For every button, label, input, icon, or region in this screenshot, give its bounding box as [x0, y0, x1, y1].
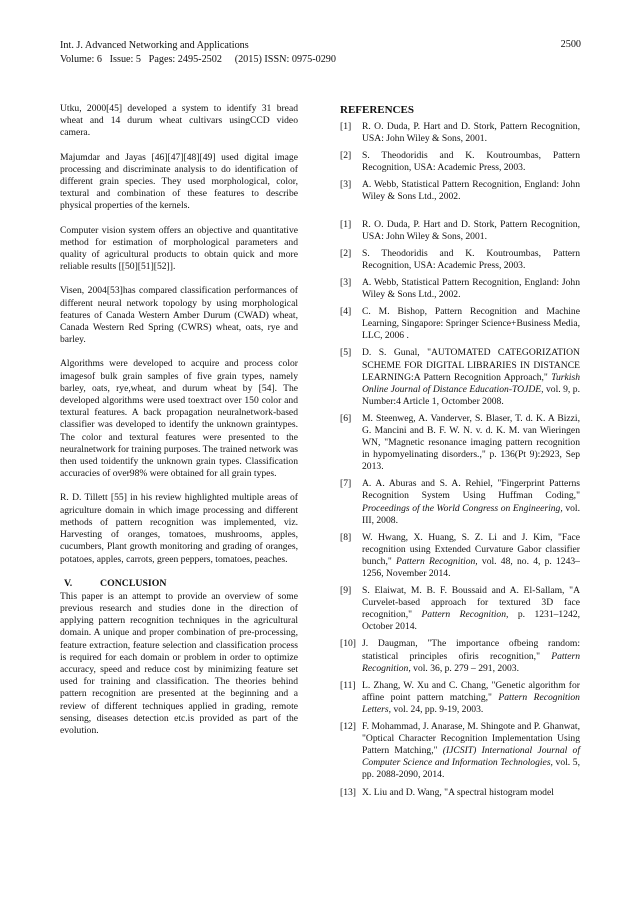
- body-paragraph: Visen, 2004[53]has compared classification performances of different neural network topology by using morphological features of Canada Western Amber Durum (CWAD) wheat, Canada Western Red Spring (CWRS) wheat, oats, rye and barley.: [60, 285, 298, 346]
- reference-source: Proceedings of the World Congress on Engineering,: [362, 502, 563, 514]
- reference-text: R. O. Duda, P. Hart and D. Stork, Pattern Recognition, USA: John Wiley & Sons, 2001.: [362, 218, 580, 242]
- reference-entry: [340, 179, 580, 203]
- reference-text: A. Webb, Statistical Pattern Recognition, England: John Wiley & Sons Ltd., 2002.: [362, 276, 580, 301]
- reference-entry: [340, 219, 580, 243]
- reference-entry: [340, 248, 580, 272]
- reference-number: [4]: [340, 306, 352, 318]
- volume-info: Volume: 6 Issue: 5 Pages: 2495-2502 (2015) ISSN: 0975-0290: [60, 53, 336, 65]
- conclusion-paragraph: This paper is an attempt to provide an overview of some previous research and studies done in the direction of applying pattern recognition techniques in the agricultural domain. A unique and proper combination of pre-processing, feature extraction, feature selection and classification process is required for each domain or problem in order to optimize accuracy, speed and reduce cost by minimizing feature set used for training and classification. The theories behind pattern recognition are presented at the beginning and a review of different techniques applied in grading, remote sensing, diseases detection etc.is provided as part of the evolution.: [60, 590, 298, 736]
- reference-text: M. Steenweg, A. Vanderver, S. Blaser, T. d. K. A Bizzi, G. Mancini and B. F. W. N. v. d. K. M. van Wieringen WN, "Magnetic resonance imaging pattern recognition in hypomyelinating disorders.," p. 136(Pt 9):2923, Sep 2013.: [362, 412, 580, 473]
- reference-number: [2]: [340, 247, 352, 259]
- reference-number: [8]: [340, 531, 352, 543]
- right-column: [340, 104, 580, 804]
- reference-entry: [340, 347, 580, 407]
- reference-number: [3]: [340, 276, 352, 288]
- page-number: 2500: [560, 39, 581, 50]
- reference-number: [11]: [340, 679, 356, 691]
- reference-text: D. S. Gunal, "AUTOMATED CATEGORIZATION SCHEME FOR DIGITAL LIBRARIES IN DISTANCE LEARNING:A Pattern Recognition Approach," Turkish Online Journal of Distance Education-TOJDE, vol. 9, p. Number:4 Article 1, Octomber 2008.: [362, 347, 580, 407]
- journal-name: Int. J. Advanced Networking and Applications: [60, 40, 249, 51]
- reference-entry: [340, 680, 580, 716]
- reference-source: Pattern Recognition,: [362, 650, 580, 674]
- reference-list: [340, 121, 580, 799]
- section-number: V.: [64, 577, 73, 589]
- reference-number: [12]: [340, 721, 356, 733]
- reference-text: X. Liu and D. Wang, "A spectral histogram model: [362, 786, 554, 798]
- references-heading: REFERENCES: [340, 104, 414, 116]
- running-header: [60, 39, 336, 66]
- body-paragraph: Majumdar and Jayas [46][47][48][49] used digital image processing and discriminate analysis to do identification of different grain species. They used morphological, color, textural and combination of these features to describe physical properties of the kernels.: [60, 151, 298, 212]
- reference-entry: [340, 585, 580, 633]
- reference-number: [7]: [340, 478, 352, 490]
- reference-entry: [340, 306, 580, 342]
- body-paragraph: Computer vision system offers an objective and quantitative method for estimation of morphological parameters and quality of agricultural products to obtain quick and more reliable results [[50][51][52]].: [60, 224, 298, 273]
- conclusion-heading: [60, 578, 298, 589]
- reference-text: S. Elaiwat, M. B. F. Boussaid and A. El-Sallam, "A Curvelet-based approach for textured 3D face recognition," Pattern Recognition, p. 1231–1242, October 2014.: [362, 585, 581, 633]
- body-paragraph: R. D. Tillett [55] in his review highlighted multiple areas of agriculture domain in which image processing and different methods of pattern recognition was implemented, viz. Harvesting of oranges, tomatoes, mushrooms, apples, cucumbers, Plant growth monitoring and grading of oranges, potatoes, apples, carrots, green peppers, tomatoes, peaches.: [60, 492, 298, 565]
- reference-entry: [340, 413, 580, 473]
- reference-number: [9]: [340, 585, 352, 597]
- reference-text: S. Theodoridis and K. Koutroumbas, Pattern Recognition, USA: Academic Press, 2003.: [362, 247, 580, 271]
- reference-text: L. Zhang, W. Xu and C. Chang, "Genetic algorithm for affine point pattern matching," Pattern Recognition Letters, vol. 24, pp. 9-19, 2003.: [362, 679, 580, 715]
- reference-entry: [340, 478, 580, 526]
- reference-entry: [340, 121, 580, 145]
- reference-source: Pattern Recognition,: [395, 555, 478, 567]
- section-title: CONCLUSION: [100, 577, 167, 589]
- reference-number: [3]: [340, 179, 352, 191]
- reference-source: (IJCSIT) International Journal of Computer Science and Information Technologies,: [362, 745, 580, 769]
- reference-gap: [340, 209, 580, 219]
- reference-entry: [340, 532, 580, 580]
- reference-number: [6]: [340, 412, 352, 424]
- reference-source: Pattern Recognition,: [421, 609, 509, 621]
- reference-number: [2]: [340, 150, 352, 162]
- body-paragraph: Algorithms were developed to acquire and process color imagesof bulk grain samples of five grain types, namely barley, oats, rye,wheat, and durum wheat by [54]. The developed algorithms were used toextract over 150 color and textural features. A back propagation neuralnetwork-based classifier was developed to identify the unknown graintypes. The color and textural features were presented to the neuralnetwork for training purposes. The trained network was then used toidentify the unknown grain types. Classification accuracies of over98% were obtained for all grain types.: [60, 358, 298, 480]
- reference-text: F. Mohammad, J. Anarase, M. Shingote and P. Ghanwat, "Optical Character Recognition Implementation Using Pattern Matching," (IJCSIT) International Journal of Computer Science and Information Technologies, vol. 5, pp. 2088-2090, 2014.: [362, 721, 580, 781]
- reference-text: R. O. Duda, P. Hart and D. Stork, Pattern Recognition, USA: John Wiley & Sons, 2001.: [362, 121, 580, 145]
- body-paragraph: Utku, 2000[45] developed a system to identify 31 bread wheat and 14 durum wheat cultivars usingCCD video camera.: [60, 103, 298, 139]
- reference-number: [5]: [340, 347, 352, 359]
- reference-entry: [340, 721, 580, 781]
- reference-source: Pattern Recognition Letters,: [362, 691, 580, 715]
- reference-entry: [340, 150, 580, 174]
- reference-number: [1]: [340, 121, 352, 132]
- reference-number: [10]: [340, 638, 356, 650]
- reference-text: J. Daugman, "The importance ofbeing random: statistical principles ofiris recognition," Pattern Recognition, vol. 36, p. 279 – 291, 2003.: [362, 638, 580, 674]
- reference-text: A. Webb, Statistical Pattern Recognition, England: John Wiley & Sons Ltd., 2002.: [362, 179, 580, 203]
- reference-text: S. Theodoridis and K. Koutroumbas, Pattern Recognition, USA: Academic Press, 2003.: [362, 150, 580, 174]
- reference-text: A. A. Aburas and S. A. Rehiel, "Fingerprint Patterns Recognition System Using Huffman Coding," Proceedings of the World Congress on Engineering, vol. III, 2008.: [362, 478, 580, 526]
- reference-number: [13]: [340, 786, 356, 798]
- left-column: [60, 103, 298, 749]
- reference-entry: [340, 638, 580, 674]
- reference-source: Turkish Online Journal of Distance Education-TOJDE,: [362, 371, 580, 395]
- reference-text: C. M. Bishop, Pattern Recognition and Machine Learning, Singapore: Springer Science+Business Media, LLC, 2006 .: [362, 306, 580, 342]
- reference-number: [1]: [340, 218, 352, 230]
- reference-entry: [340, 277, 580, 301]
- reference-text: W. Hwang, X. Huang, S. Z. Li and J. Kim, "Face recognition using Extended Curvature Gabor classifier bunch," Pattern Recognition, vol. 48, no. 4, p. 1243–1256, November 2014.: [362, 531, 580, 579]
- reference-entry: [340, 787, 580, 799]
